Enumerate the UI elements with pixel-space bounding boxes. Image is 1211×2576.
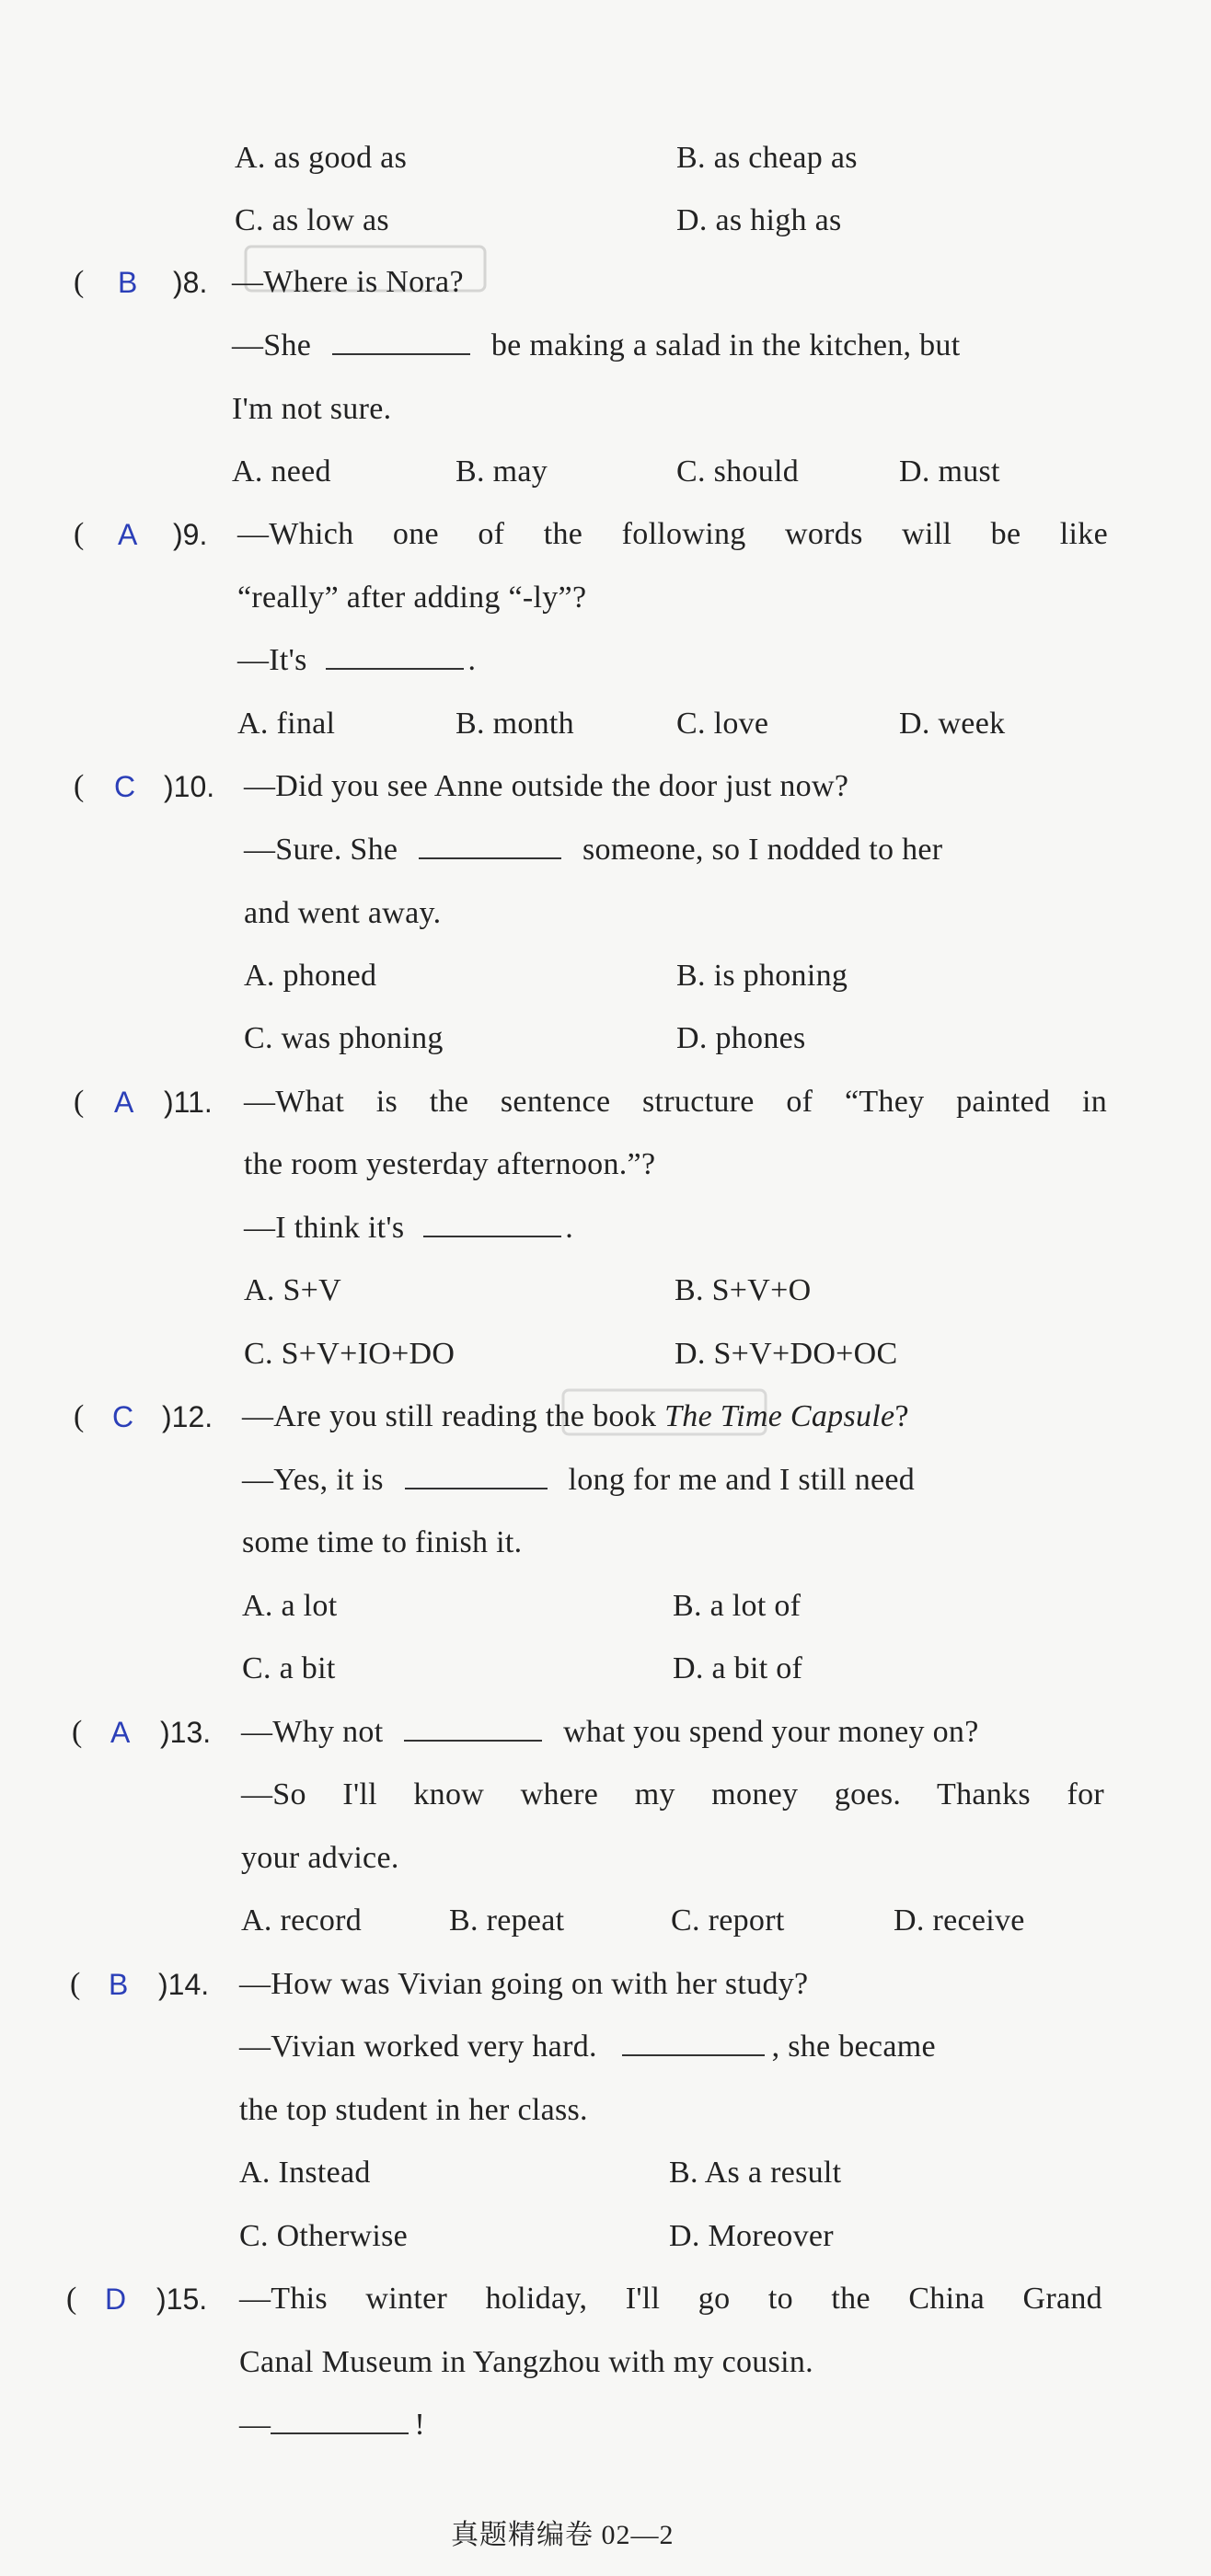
q9-stem: —Which one of the following words will be like xyxy=(237,517,1108,551)
q9-line3-a: —It's xyxy=(237,643,307,677)
q13-line3: your advice. xyxy=(241,1841,399,1875)
q8-line2-a: —She xyxy=(232,328,312,362)
q11-option-a: A. S+V xyxy=(244,1273,341,1307)
q14-option-c: C. Otherwise xyxy=(239,2219,409,2253)
q9-number: )9. xyxy=(173,518,208,551)
q7-option-d: D. as high as xyxy=(676,203,842,237)
q14-blank xyxy=(622,2049,765,2056)
q12-line2-b: long for me and I still need xyxy=(568,1463,916,1497)
q10-stem: —Did you see Anne outside the door just now? xyxy=(244,769,849,803)
q8-number: )8. xyxy=(173,266,208,299)
q11-line3-b: . xyxy=(565,1211,573,1245)
q12-number: )12. xyxy=(162,1400,213,1433)
q12-stem xyxy=(242,1401,909,1432)
q8-option-a: A. need xyxy=(232,454,331,489)
q10-line2-b: someone, so I nodded to her xyxy=(582,833,943,867)
q9-line2: “really” after adding “-ly”? xyxy=(237,581,587,615)
q15-line3-a: — xyxy=(239,2408,271,2442)
q8-option-b: B. may xyxy=(456,454,548,489)
q10-option-c: C. was phoning xyxy=(244,1021,444,1055)
q13-option-b: B. repeat xyxy=(449,1903,565,1938)
q8-line3: I'm not sure. xyxy=(232,392,392,426)
q11-line3 xyxy=(244,1213,573,1244)
q14-stem: —How was Vivian going on with her study? xyxy=(239,1967,809,2001)
q9-option-d: D. week xyxy=(899,707,1006,741)
q14-line3: the top student in her class. xyxy=(239,2093,588,2127)
answer-paren: ( xyxy=(72,1715,83,1749)
answer-paren: ( xyxy=(74,769,85,803)
page-footer: 真题精编卷 02—2 xyxy=(451,2520,675,2550)
q13-line2: —So I'll know where my money goes. Thanks for xyxy=(241,1777,1104,1811)
answer-paren: ( xyxy=(74,517,85,551)
q12-option-d: D. a bit of xyxy=(673,1651,803,1685)
q9-option-c: C. love xyxy=(676,707,769,741)
q8-option-d: D. must xyxy=(899,454,1000,489)
q12-stem-c: ? xyxy=(894,1399,909,1433)
q14-option-a: A. Instead xyxy=(239,2156,371,2190)
q14-option-b: B. As a result xyxy=(669,2156,842,2190)
q8-option-c: C. should xyxy=(676,454,800,489)
answer-paren: ( xyxy=(70,1967,81,2001)
q10-line2-a: —Sure. She xyxy=(244,833,398,867)
q13-option-a: A. record xyxy=(241,1903,363,1938)
q15-blank xyxy=(271,2427,409,2434)
answer-paren: ( xyxy=(74,265,85,299)
q12-option-a: A. a lot xyxy=(242,1589,338,1623)
q13-stem-b: what you spend your money on? xyxy=(563,1715,979,1749)
q10-answer: C xyxy=(114,770,136,803)
answer-paren: ( xyxy=(74,1085,85,1119)
q11-blank xyxy=(423,1230,561,1237)
q10-number: )10. xyxy=(164,770,215,803)
answer-paren: ( xyxy=(74,1399,85,1433)
q13-option-d: D. receive xyxy=(894,1903,1025,1938)
q11-answer: A xyxy=(114,1086,134,1119)
q10-line2 xyxy=(244,834,942,866)
q15-line3-b: ! xyxy=(414,2408,425,2442)
q11-option-d: D. S+V+DO+OC xyxy=(675,1337,898,1371)
q14-number: )14. xyxy=(158,1968,210,2001)
q11-stem: —What is the sentence structure of “They painted in xyxy=(244,1085,1107,1119)
q8-line2 xyxy=(232,330,960,362)
q12-line2 xyxy=(242,1465,915,1496)
q15-line2: Canal Museum in Yangzhou with my cousin. xyxy=(239,2345,813,2379)
q10-option-d: D. phones xyxy=(676,1021,806,1055)
q12-option-c: C. a bit xyxy=(242,1651,336,1685)
q11-option-b: B. S+V+O xyxy=(675,1273,812,1307)
q13-blank xyxy=(404,1734,542,1742)
q14-line2-a: —Vivian worked very hard. xyxy=(239,2030,597,2064)
q12-line2-a: —Yes, it is xyxy=(242,1463,384,1497)
answer-paren: ( xyxy=(66,2282,77,2316)
q14-line2-b: , she became xyxy=(771,2030,936,2064)
q8-blank xyxy=(332,348,470,355)
q12-blank xyxy=(405,1482,548,1489)
q14-option-d: D. Moreover xyxy=(669,2219,834,2253)
q13-number: )13. xyxy=(160,1716,212,1749)
q14-answer: B xyxy=(109,1968,129,2001)
q9-option-a: A. final xyxy=(237,707,336,741)
q10-blank xyxy=(419,852,561,859)
q10-option-a: A. phoned xyxy=(244,959,377,993)
q11-number: )11. xyxy=(164,1086,213,1119)
q15-answer: D xyxy=(105,2283,127,2316)
q11-line2: the room yesterday afternoon.”? xyxy=(244,1147,656,1181)
q8-stem: —Where is Nora? xyxy=(232,265,464,299)
q9-answer: A xyxy=(118,518,138,551)
q8-line2-b: be making a salad in the kitchen, but xyxy=(490,328,961,362)
q9-line3 xyxy=(237,645,476,676)
q7-option-b: B. as cheap as xyxy=(676,141,858,175)
q15-number: )15. xyxy=(156,2283,208,2316)
q13-stem xyxy=(241,1717,979,1748)
q11-line3-a: —I think it's xyxy=(244,1211,405,1245)
q12-answer: C xyxy=(112,1400,134,1433)
q15-line3 xyxy=(239,2409,425,2441)
q12-stem-a: —Are you still reading the book xyxy=(242,1399,665,1433)
q8-answer: B xyxy=(118,266,138,299)
q13-stem-a: —Why not xyxy=(241,1715,384,1749)
q10-option-b: B. is phoning xyxy=(676,959,848,993)
q13-answer: A xyxy=(110,1716,131,1749)
q7-option-c: C. as low as xyxy=(235,203,389,237)
q9-option-b: B. month xyxy=(456,707,574,741)
q10-line3: and went away. xyxy=(244,896,442,930)
q13-option-c: C. report xyxy=(671,1903,785,1938)
q12-option-b: B. a lot of xyxy=(673,1589,802,1623)
q12-book-title: The Time Capsule xyxy=(664,1399,895,1433)
q7-option-a: A. as good as xyxy=(235,141,408,175)
q9-line3-b: . xyxy=(467,643,477,677)
q11-option-c: C. S+V+IO+DO xyxy=(244,1337,456,1371)
q14-line2 xyxy=(239,2031,936,2063)
q9-blank xyxy=(326,662,464,670)
q15-stem: —This winter holiday, I'll go to the China Grand xyxy=(239,2282,1102,2316)
q12-line3: some time to finish it. xyxy=(242,1525,523,1559)
